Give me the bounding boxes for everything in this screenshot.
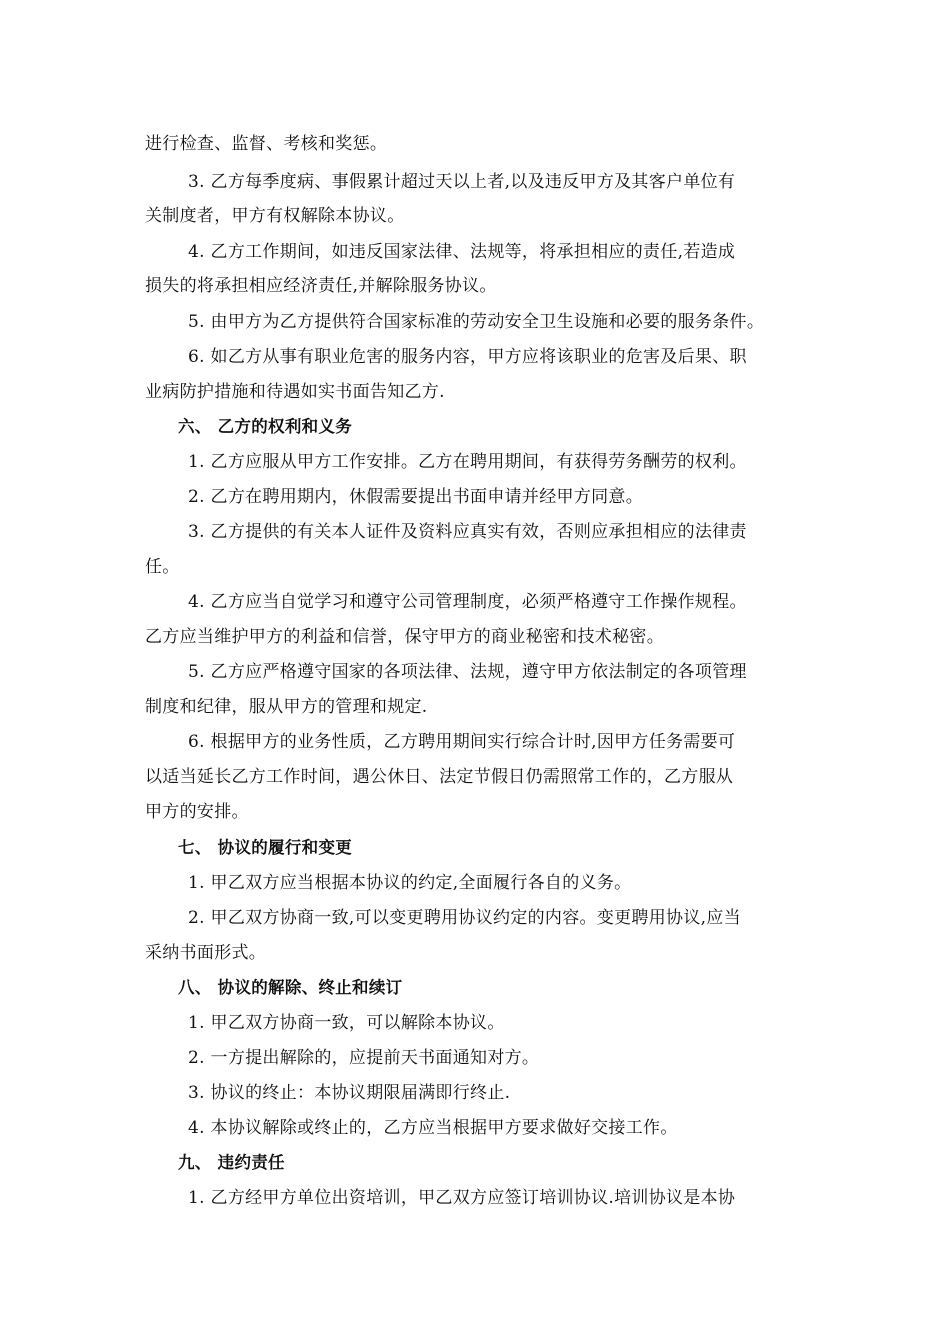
clause-line: 2. 乙方在聘用期内，休假需要提出书面申请并经甲方同意。 [188,487,644,507]
clause-line: 4. 乙方工作期间，如违反国家法律、法规等，将承担相应的责任,若造成 [188,242,736,262]
clause-line: 2. 甲乙双方协商一致,可以变更聘用协议约定的内容。变更聘用协议,应当 [188,908,741,928]
body-line: 任。 [145,557,180,577]
body-line: 损失的将承担相应经济责任,并解除服务协议。 [145,276,497,296]
clause-line: 1. 乙方应服从甲方工作安排。乙方在聘用期间，有获得劳务酬劳的权利。 [188,452,747,472]
clause-line: 3. 乙方每季度病、事假累计超过天以上者,以及违反甲方及其客户单位有 [188,172,736,192]
body-line: 以适当延长乙方工作时间，遇公休日、法定节假日仍需照常工作的，乙方服从 [145,767,734,787]
clause-line: 6. 根据甲方的业务性质，乙方聘用期间实行综合计时,因甲方任务需要可 [188,732,736,752]
clause-line: 3. 协议的终止：本协议期限届满即行终止. [188,1083,511,1103]
clause-line: 3. 乙方提供的有关本人证件及资料应真实有效，否则应承担相应的法律责 [188,522,747,542]
body-line: 乙方应当维护甲方的利益和信誉，保守甲方的商业秘密和技术秘密。 [145,627,664,647]
body-line: 采纳书面形式。 [145,943,267,963]
clause-line: 2. 一方提出解除的，应提前天书面通知对方。 [188,1048,540,1068]
clause-line: 6. 如乙方从事有职业危害的服务内容，甲方应将该职业的危害及后果、职 [188,347,747,367]
clause-line: 4. 乙方应当自觉学习和遵守公司管理制度，必须严格遵守工作操作规程。 [188,592,747,612]
section-heading: 九、 违约责任 [178,1153,285,1172]
body-line: 业病防护措施和待遇如实书面告知乙方. [145,382,445,402]
section-heading: 六、 乙方的权利和义务 [178,417,353,436]
clause-line: 1. 乙方经甲方单位出资培训，甲乙双方应签订培训协议.培训协议是本协 [188,1188,736,1208]
clause-line: 5. 乙方应严格遵守国家的各项法律、法规，遵守甲方依法制定的各项管理 [188,662,747,682]
clause-line: 4. 本协议解除或终止的，乙方应当根据甲方要求做好交接工作。 [188,1118,678,1138]
clause-line: 5. 由甲方为乙方提供符合国家标准的劳动安全卫生设施和必要的服务条件。 [188,312,765,332]
body-line: 制度和纪律，服从甲方的管理和规定. [145,697,428,717]
body-line: 甲方的安排。 [145,802,249,822]
clause-line: 1. 甲乙双方协商一致，可以解除本协议。 [188,1013,505,1033]
body-line: 进行检查、监督、考核和奖惩。 [145,134,388,154]
section-heading: 八、 协议的解除、终止和续订 [178,978,403,997]
section-heading: 七、 协议的履行和变更 [178,838,353,857]
clause-line: 1. 甲乙双方应当根据本协议的约定,全面履行各自的义务。 [188,873,632,893]
body-line: 关制度者，甲方有权解除本协议。 [145,206,405,226]
